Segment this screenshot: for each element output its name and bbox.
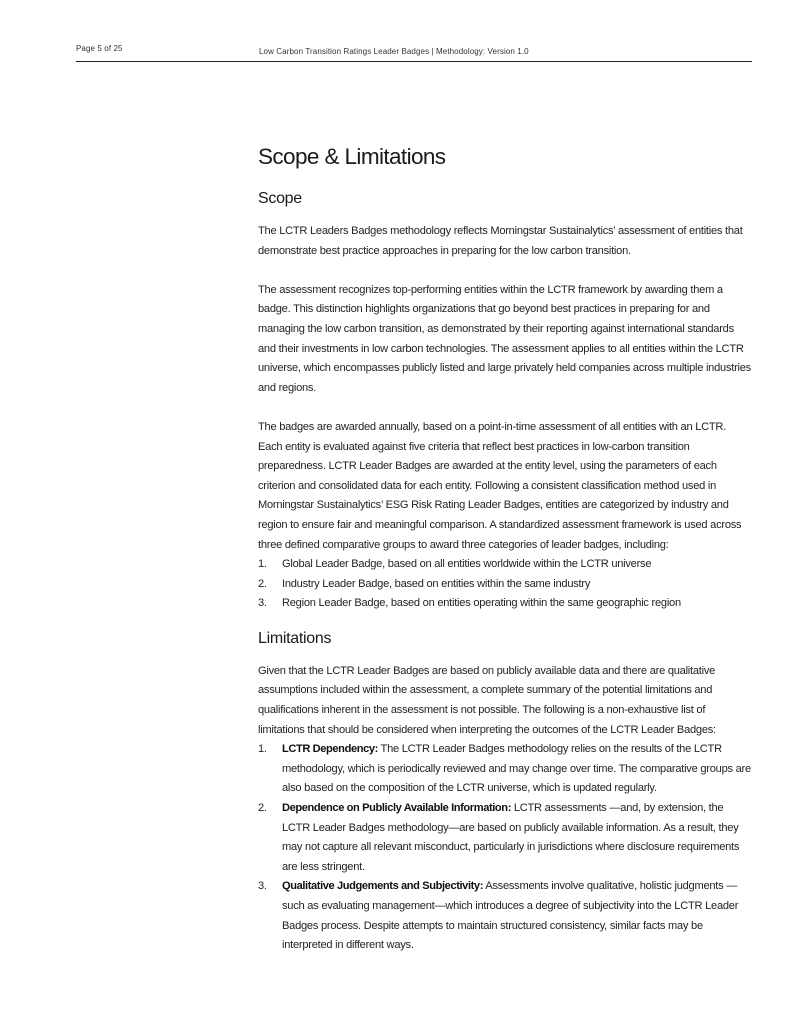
limitation-text: Assessments involve qualitative, holistic judgments — such as evaluating management—which introduces a degree of subjectivity into the LCTR Leader Badges process. Despite attempts to maintain structured consistency, similar facts may be interpreted in different ways.	[282, 880, 739, 952]
list-number: 1.	[258, 558, 267, 571]
list-text: Global Leader Badge, based on all entities worldwide within the LCTR universe	[282, 558, 652, 571]
list-item	[258, 877, 752, 955]
document-title: Low Carbon Transition Ratings Leader Badges | Methodology: Version 1.0	[259, 47, 529, 56]
scope-paragraph-2: The assessment recognizes top-performing entities within the LCTR framework by awarding them a badge. This distinction highlights organizations that go beyond best practices in preparing for and managing the low carbon transition, as demonstrated by their reporting against international standards and their investments in low carbon technologies. The assessment applies to all entities within the LCTR universe, which encompasses publicly listed and large privately held companies across multiple industries and regions.	[258, 283, 751, 394]
limitations-intro: Given that the LCTR Leader Badges are based on publicly available data and there are qualitative assumptions included within the assessment, a complete summary of the potential limitations and qualifications inherent in the assessment is not possible. The following is a non-exhaustive list of limitations that should be considered when interpreting the outcomes of the LCTR Leader Badges:	[258, 664, 716, 736]
main-content	[258, 140, 752, 956]
header-divider	[76, 61, 752, 62]
page-header	[0, 0, 800, 64]
list-number: 3.	[258, 597, 267, 610]
list-item	[258, 594, 752, 614]
limitations-heading: Limitations	[258, 629, 332, 647]
list-item	[258, 575, 752, 595]
list-item	[258, 799, 752, 877]
list-text: Industry Leader Badge, based on entities within the same industry	[282, 577, 591, 590]
section-title: Scope & Limitations	[258, 144, 446, 169]
scope-paragraph-1: The LCTR Leaders Badges methodology reflects Morningstar Sustainalytics’ assessment of entities that demonstrate best practice approaches in preparing for the low carbon transition.	[258, 225, 743, 257]
limitation-term: LCTR Dependency:	[282, 743, 378, 756]
limitation-text: LCTR assessments —and, by extension, the LCTR Leader Badges methodology—are based on publicly available information. As a result, they may not capture all relevant misconduct, particularly in jurisdictions where disclosure requirements are less stringent.	[282, 802, 740, 873]
limitation-text: The LCTR Leader Badges methodology relies on the results of the LCTR methodology, which is periodically reviewed and may change over time. The comparative groups are also based on the composition of the LCTR universe, which is updated regularly.	[282, 743, 751, 795]
list-number: 2.	[258, 802, 267, 815]
scope-paragraph-3: The badges are awarded annually, based on a point-in-time assessment of all entities with an LCTR. Each entity is evaluated against five criteria that reflect best practices in low-carbon transition preparedness. LCTR Leader Badges are awarded at the entity level, using the parameters of each criterion and consolidated data for each entity. Following a consistent classification method used in Morningstar Sustainalytics’ ESG Risk Rating Leader Badges, entities are categorized by industry and region to ensure fair and meaningful comparison. A standardized assessment framework is used across three defined comparative groups to award three categories of leader badges, including:	[258, 420, 742, 551]
list-number: 1.	[258, 743, 267, 756]
limitations-list	[258, 740, 752, 956]
list-item	[258, 555, 752, 575]
limitation-term: Dependence on Publicly Available Information:	[282, 802, 511, 815]
badge-categories-list	[258, 555, 752, 614]
limitation-term: Qualitative Judgements and Subjectivity:	[282, 880, 483, 893]
scope-heading: Scope	[258, 190, 302, 207]
list-number: 3.	[258, 880, 267, 893]
page-number: Page 5 of 25	[76, 44, 123, 53]
list-number: 2.	[258, 577, 267, 590]
list-text: Region Leader Badge, based on entities operating within the same geographic region	[282, 597, 681, 610]
list-item	[258, 740, 752, 799]
